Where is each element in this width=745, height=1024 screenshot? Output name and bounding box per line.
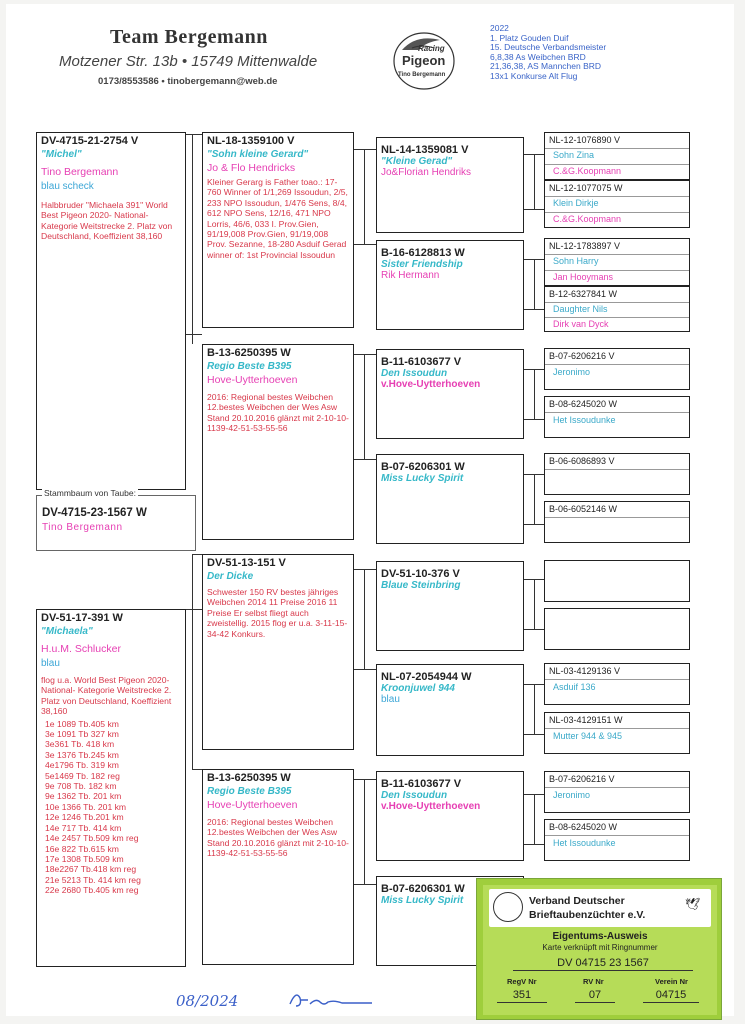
sire-ring: DV-4715-21-2754 V bbox=[41, 135, 139, 147]
contact: 0173/8553586 • tinobergemann@web.de bbox=[98, 76, 278, 87]
card-col1-label: RegV Nr bbox=[507, 977, 537, 986]
connector bbox=[354, 459, 376, 460]
sd-ring: B-13-6250395 W bbox=[207, 347, 291, 359]
gen3-box bbox=[376, 240, 524, 330]
gen4-line2: Jan Hooymans bbox=[553, 272, 614, 282]
connector bbox=[524, 309, 544, 310]
gen4-ring: B-08-6245020 W bbox=[549, 399, 618, 409]
subject-owner: Tino Bergemann bbox=[42, 522, 123, 533]
gen4-box bbox=[544, 608, 690, 650]
card-col1-value: 351 bbox=[497, 989, 547, 1003]
handwritten-date: 08/2024 bbox=[176, 992, 239, 1010]
connector bbox=[192, 554, 202, 555]
gen4-line1: Mutter 944 & 945 bbox=[553, 731, 623, 741]
gen4-line1: Asduif 136 bbox=[553, 682, 596, 692]
ds-name: Der Dicke bbox=[207, 571, 254, 582]
pedigree-page bbox=[6, 4, 734, 1016]
card-subtitle: Karte verknüpft mit Ringnummer bbox=[542, 943, 658, 952]
gen3-ring: B-07-6206301 W bbox=[381, 461, 465, 473]
connector bbox=[534, 474, 535, 524]
gen4-line1: Jeronimo bbox=[553, 790, 591, 800]
racing-pigeon-logo bbox=[382, 28, 466, 98]
gen3-name: Den Issoudun bbox=[381, 790, 448, 801]
dam-color: blau bbox=[41, 658, 60, 669]
gen3-name: Den Issoudun bbox=[381, 368, 448, 379]
gen3-ring: NL-14-1359081 V bbox=[381, 144, 469, 156]
connector bbox=[364, 149, 365, 244]
gen4-ring: B-06-6086893 V bbox=[549, 456, 615, 466]
connector bbox=[524, 209, 544, 210]
sire-box bbox=[36, 132, 186, 490]
subject-ring: DV-4715-23-1567 W bbox=[42, 507, 147, 519]
result-line: 16e 822 Tb.615 km bbox=[45, 843, 119, 854]
gen3-name: Sister Friendship bbox=[381, 259, 463, 270]
gen4-box bbox=[544, 238, 690, 286]
result-line: 9e 708 Tb. 182 km bbox=[45, 781, 117, 792]
gen4-line2: Dirk van Dyck bbox=[553, 319, 609, 329]
gen3-box bbox=[376, 664, 524, 756]
gen4-line2: C.&G.Koopmann bbox=[553, 214, 622, 224]
honor-line: 13x1 Konkurse Alt Flug bbox=[490, 70, 578, 81]
gen4-line2: C.&G.Koopmann bbox=[553, 166, 622, 176]
gen3-ring: NL-07-2054944 W bbox=[381, 671, 472, 683]
connector bbox=[524, 524, 544, 525]
connector bbox=[354, 149, 376, 150]
sd-owner: Hove-Uytterhoeven bbox=[207, 374, 298, 386]
result-line: 14e 2457 Tb.509 km reg bbox=[45, 833, 139, 844]
dam-sire-box bbox=[202, 554, 354, 750]
dam-name: "Michaela" bbox=[41, 626, 93, 637]
vdb-emblem-icon bbox=[493, 892, 523, 922]
gen4-ring: NL-12-1077075 W bbox=[549, 183, 623, 193]
sire-owner: Tino Bergemann bbox=[41, 166, 119, 178]
connector bbox=[186, 134, 202, 135]
gen4-box bbox=[544, 771, 690, 813]
gen3-name: Miss Lucky Spirit bbox=[381, 473, 464, 484]
result-line: 12e 1246 Tb.201 km bbox=[45, 812, 124, 823]
dd-name: Regio Beste B395 bbox=[207, 786, 292, 797]
honor-line: 21,36,38, AS Mannchen BRD bbox=[490, 61, 602, 72]
ss-ring: NL-18-1359100 V bbox=[207, 135, 295, 147]
connector bbox=[354, 884, 376, 885]
dam-ring: DV-51-17-391 W bbox=[41, 612, 123, 624]
connector bbox=[524, 419, 544, 420]
gen4-ring: B-07-6206216 V bbox=[549, 774, 615, 784]
gen4-line1: Het Issoudunke bbox=[553, 415, 616, 425]
gen3-box bbox=[376, 454, 524, 544]
ss-owner: Jo & Flo Hendricks bbox=[207, 162, 296, 174]
card-col3-label: Verein Nr bbox=[655, 977, 688, 986]
sd-notes: 2016: Regional bestes Weibchen 12.bestes Weibchen der Wes Asw Stand 20.10.2016 glänzt mit 2-10-10-1139-42-51-53-55-56 bbox=[207, 392, 349, 434]
connector bbox=[354, 569, 376, 570]
gen3-owner: v.Hove-Uytterhoeven bbox=[381, 379, 481, 390]
gen4-ring: B-07-6206216 V bbox=[549, 351, 615, 361]
gen3-name: "Kleine Gerad" bbox=[381, 156, 453, 167]
gen4-box bbox=[544, 180, 690, 228]
honors-list bbox=[490, 24, 606, 82]
gen4-line1: Sohn Zina bbox=[553, 150, 595, 160]
honor-line: 1. Platz Gouden Duif bbox=[490, 32, 569, 43]
page-title: Team Bergemann bbox=[110, 26, 268, 48]
gen4-ring: B-06-6052146 W bbox=[549, 504, 618, 514]
gen4-ring: NL-12-1783897 V bbox=[549, 241, 621, 251]
gen3-ring: B-11-6103677 V bbox=[381, 356, 462, 368]
gen4-ring: B-12-6327841 W bbox=[549, 289, 618, 299]
card-org1: Verband Deutscher bbox=[529, 895, 625, 907]
stammbaum-label: Stammbaum von Taube: bbox=[44, 488, 136, 498]
result-line: 9e 1362 Tb. 201 km bbox=[45, 791, 122, 802]
connector bbox=[534, 259, 535, 309]
gen3-name: Kroonjuwel 944 bbox=[381, 683, 455, 694]
result-line: 4e1796 Tb. 319 km bbox=[45, 760, 119, 771]
connector bbox=[524, 734, 544, 735]
ss-name: "Sohn kleine Gerard" bbox=[207, 149, 309, 160]
logo-main: Pigeon bbox=[402, 53, 446, 68]
connector bbox=[364, 354, 365, 459]
gen4-line1: Jeronimo bbox=[553, 367, 591, 377]
connector bbox=[534, 794, 535, 844]
connector bbox=[192, 769, 202, 770]
sire-sire-box bbox=[202, 132, 354, 328]
dam-dam-box bbox=[202, 769, 354, 965]
result-line: 3e 1376 Tb.245 km bbox=[45, 749, 119, 760]
dd-owner: Hove-Uytterhoeven bbox=[207, 799, 298, 811]
honor-line: 15. Deutsche Verbandsmeister bbox=[490, 42, 607, 53]
card-col2-label: RV Nr bbox=[583, 977, 604, 986]
gen3-box bbox=[376, 349, 524, 439]
gen3-ring: B-11-6103677 V bbox=[381, 778, 462, 790]
gen4-ring: B-08-6245020 W bbox=[549, 822, 618, 832]
logo-sub: Tino Bergemann bbox=[398, 72, 446, 78]
gen4-box bbox=[544, 132, 690, 180]
gen4-box bbox=[544, 712, 690, 754]
honor-line: 6,8,38 As Weibchen BRD bbox=[490, 51, 586, 62]
ds-ring: DV-51-13-151 V bbox=[207, 557, 286, 569]
connector bbox=[524, 844, 544, 845]
connector bbox=[534, 154, 535, 209]
connector bbox=[354, 669, 376, 670]
connector bbox=[534, 369, 535, 419]
result-line: 10e 1366 Tb. 201 km bbox=[45, 801, 127, 812]
gen3-ring: B-07-6206301 W bbox=[381, 883, 465, 895]
connector bbox=[534, 579, 535, 629]
dd-notes: 2016: Regional bestes Weibchen 12.bestes Weibchen der Wes Asw Stand 20.10.2016 glänzt mit 2-10-10-1139-42-51-53-55-56 bbox=[207, 817, 349, 859]
gen4-box bbox=[544, 348, 690, 390]
connector bbox=[354, 354, 376, 355]
gen4-line1: Het Issoudunke bbox=[553, 838, 616, 848]
gen3-owner: v.Hove-Uytterhoeven bbox=[381, 801, 481, 812]
gen4-box bbox=[544, 819, 690, 861]
connector bbox=[364, 779, 365, 884]
dam-results bbox=[41, 719, 181, 896]
connector bbox=[354, 779, 376, 780]
dd-ring: B-13-6250395 W bbox=[207, 772, 291, 784]
dam-owner: H.u.M. Schlucker bbox=[41, 643, 121, 655]
gen4-box bbox=[544, 396, 690, 438]
gen3-name: Blaue Steinbring bbox=[381, 580, 461, 591]
gen4-line1: Sohn Harry bbox=[553, 256, 599, 266]
gen3-owner: Jo&Florian Hendriks bbox=[381, 167, 472, 178]
sire-notes: Halbbruder "Michaela 391" World Best Pigeon 2020- National- Kategorie Weitstrecke 2. Platz von Deutschland, Koeffizient 38,160 bbox=[41, 200, 173, 242]
gen3-box bbox=[376, 137, 524, 233]
gen3-owner: blau bbox=[381, 694, 400, 705]
sire-name: "Michel" bbox=[41, 149, 82, 160]
gen4-box bbox=[544, 286, 690, 332]
gen4-line1: Klein Dirkje bbox=[553, 198, 599, 208]
ss-notes: Kleiner Gerarg is Father toao.: 17-760 Winner of 1/1,269 Issoudun, 2/5, 233 NPO Issoudun, 1/476 Sens, 8/4, 612 NPO Sens, 12/16, 471 NPO Lorris, 46/6, 033 I. Prov.Gien, 91/19,008 Prov.Gien, 91/19,008 Prov. Sezanne, 18-280 Asduif Gerad winner of: 1st Provincial Issoudun bbox=[207, 177, 348, 260]
gen3-ring: DV-51-10-376 V bbox=[381, 568, 460, 580]
result-line: 18e2267 Tb.418 km reg bbox=[45, 864, 137, 875]
connector bbox=[364, 569, 365, 669]
gen3-ring: B-16-6128813 W bbox=[381, 247, 465, 259]
result-line: 5e1469 Tb. 182 reg bbox=[45, 770, 120, 781]
gen4-ring: NL-03-4129136 V bbox=[549, 666, 621, 676]
gen4-line1: Daughter Nils bbox=[553, 304, 608, 314]
gen3-owner: Rik Hermann bbox=[381, 270, 440, 281]
handwritten-signature bbox=[286, 988, 376, 1010]
connector bbox=[524, 629, 544, 630]
card-col2-value: 07 bbox=[575, 989, 615, 1003]
connector bbox=[354, 244, 376, 245]
logo-top: Racing bbox=[418, 44, 445, 53]
sire-color: blau scheck bbox=[41, 181, 94, 192]
card-org2: Brieftaubenzüchter e.V. bbox=[529, 909, 646, 921]
gen4-box bbox=[544, 560, 690, 602]
result-line: 3e 1091 Tb 327 km bbox=[45, 729, 119, 740]
gen3-box bbox=[376, 561, 524, 651]
result-line: 22e 2680 Tb.405 km reg bbox=[45, 885, 139, 896]
result-line: 17e 1308 Tb.509 km bbox=[45, 853, 124, 864]
result-line: 1e 1089 Tb.405 km bbox=[45, 718, 119, 729]
connector bbox=[186, 609, 202, 610]
gen3-name: Miss Lucky Spirit bbox=[381, 895, 464, 906]
dam-notes: flog u.a. World Best Pigeon 2020- National- Kategorie Weitstrecke 2. Platz von Deutschland, Koeffizient 38,160 bbox=[41, 675, 172, 717]
pigeon-icon: 🕊 bbox=[685, 897, 701, 911]
gen4-ring: NL-12-1076890 V bbox=[549, 135, 621, 145]
card-ring: DV 04715 23 1567 bbox=[513, 957, 693, 971]
card-inner bbox=[483, 885, 717, 1015]
ownership-card bbox=[476, 878, 722, 1020]
card-col3-value: 04715 bbox=[643, 989, 699, 1003]
result-line: 3e361 Tb. 418 km bbox=[45, 739, 115, 750]
honor-line: 2022 bbox=[490, 23, 509, 33]
gen3-box bbox=[376, 771, 524, 861]
sire-dam-box bbox=[202, 344, 354, 540]
connector bbox=[186, 334, 202, 335]
gen4-ring: NL-03-4129151 W bbox=[549, 715, 623, 725]
result-line: 21e 5213 Tb. 414 km reg bbox=[45, 874, 141, 885]
card-header bbox=[489, 889, 711, 927]
gen4-box bbox=[544, 453, 690, 495]
sd-name: Regio Beste B395 bbox=[207, 361, 292, 372]
card-title: Eigentums-Ausweis bbox=[552, 931, 648, 942]
result-line: 14e 717 Tb. 414 km bbox=[45, 822, 122, 833]
address: Motzener Str. 13b • 15749 Mittenwalde bbox=[59, 53, 318, 70]
dam-box bbox=[36, 609, 186, 967]
gen4-box bbox=[544, 501, 690, 543]
ds-notes: Schwester 150 RV bestes jähriges Weibchen 2014 11 Preise 2016 11 Preise Er selbst fliegt auch zweistellig. 2015 flog er u.a. 3-11-15-34-42 Konkurs. bbox=[207, 587, 348, 639]
subject bbox=[42, 507, 147, 533]
connector bbox=[534, 684, 535, 734]
connector bbox=[192, 134, 193, 344]
connector bbox=[192, 554, 193, 769]
gen4-box bbox=[544, 663, 690, 705]
